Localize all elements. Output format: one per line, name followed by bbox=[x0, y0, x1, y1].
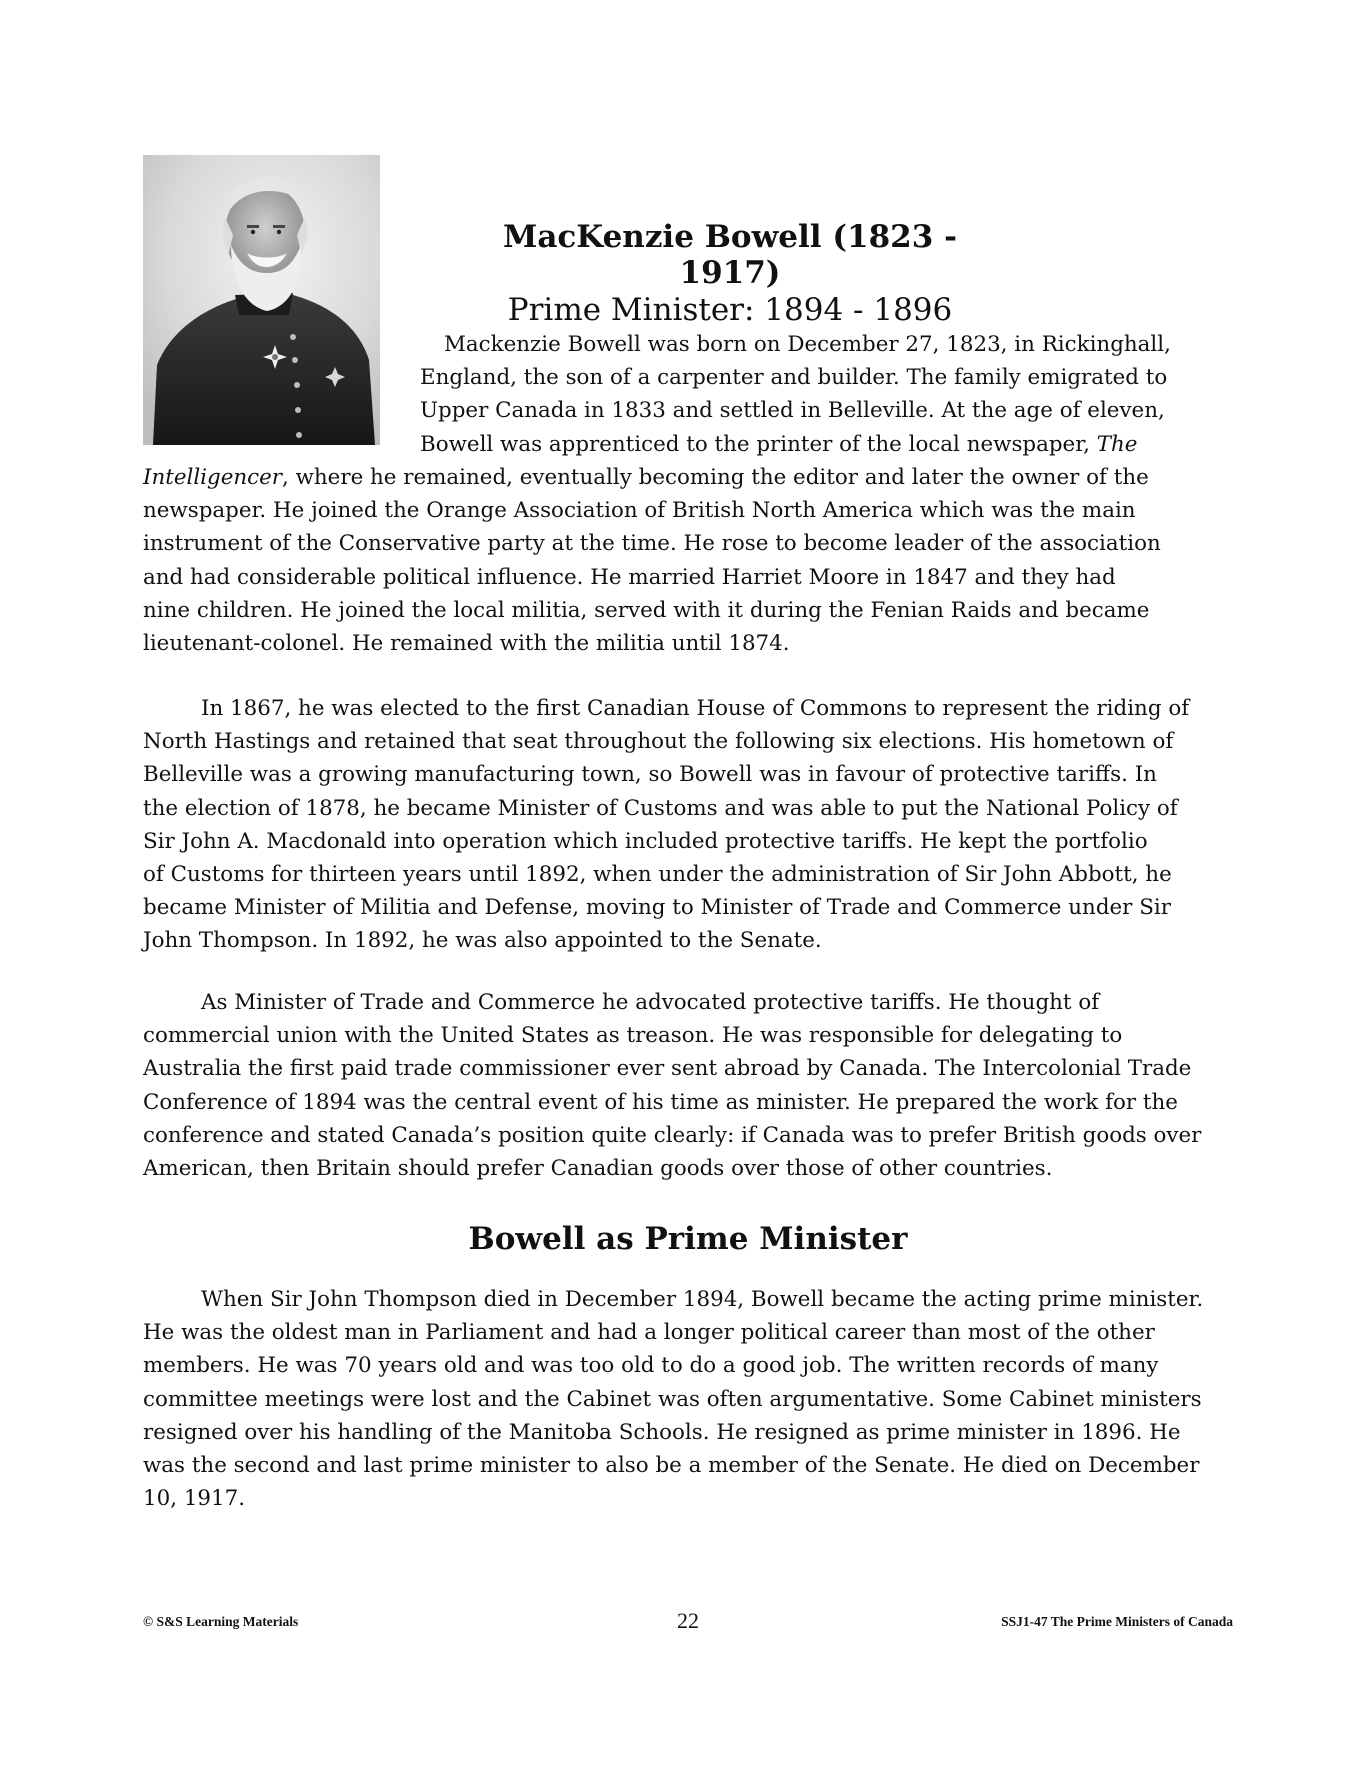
paragraph-line: Australia the first paid trade commissioner ever sent abroad by Canada. The Intercolonial Trade bbox=[143, 1056, 1192, 1082]
title-block bbox=[470, 220, 990, 330]
paragraph-line: As Minister of Trade and Commerce he advocated protective tariffs. He thought of bbox=[201, 990, 1100, 1015]
paragraph-line: Conference of 1894 was the central event of his time as minister. He prepared the work for the bbox=[143, 1089, 1178, 1115]
paragraph-2 bbox=[143, 692, 1233, 958]
newspaper-name: Intelligencer bbox=[143, 465, 282, 490]
page-footer bbox=[143, 1608, 1233, 1638]
paragraph-line: conference and stated Canada’s position quite clearly: if Canada was to prefer British goods over bbox=[143, 1122, 1202, 1148]
paragraph-1-top bbox=[420, 328, 1205, 461]
paragraph-line: lieutenant-colonel. He remained with the militia until 1874. bbox=[143, 631, 790, 657]
paragraph-line: Sir John A. Macdonald into operation which included protective tariffs. He kept the portfolio bbox=[143, 828, 1148, 854]
paragraph-line: commercial union with the United States as treason. He was responsible for delegating to bbox=[143, 1023, 1123, 1049]
paragraph-line: of Customs for thirteen years until 1892, when under the administration of Sir John Abbott, he bbox=[143, 862, 1172, 888]
paragraph-line: the election of 1878, he became Minister of Customs and was able to put the National Policy of bbox=[143, 795, 1178, 821]
section-heading: Bowell as Prime Minister bbox=[468, 1221, 908, 1257]
portrait-photo bbox=[143, 155, 380, 445]
paragraph-line: When Sir John Thompson died in December 1894, Bowell became the acting prime minister. bbox=[201, 1287, 1204, 1312]
paragraph-line bbox=[420, 428, 1205, 461]
copyright-text: © S&S Learning Materials bbox=[143, 1614, 299, 1629]
paragraph-line: members. He was 70 years old and was too old to do a good job. The written records of many bbox=[143, 1353, 1159, 1379]
paragraph-line: resigned over his handling of the Manitoba Schools. He resigned as prime minister in 1896. He bbox=[143, 1419, 1181, 1445]
paragraph-line: committee meetings were lost and the Cabinet was often argumentative. Some Cabinet ministers bbox=[143, 1386, 1202, 1412]
paragraph-line: and had considerable political influence. He married Harriet Moore in 1847 and they had bbox=[143, 564, 1116, 590]
paragraph-line: Mackenzie Bowell was born on December 27, 1823, in Rickinghall, bbox=[444, 332, 1171, 357]
paragraph-line: American, then Britain should prefer Canadian goods over those of other countries. bbox=[143, 1156, 1053, 1182]
paragraph-text: , where he remained, eventually becoming the editor and later the owner of the bbox=[282, 465, 1149, 490]
newspaper-name: The bbox=[1096, 431, 1138, 457]
paragraph-1-bottom bbox=[143, 461, 1233, 660]
paragraph-line: nine children. He joined the local militia, served with it during the Fenian Raids and became bbox=[143, 597, 1150, 623]
paragraph-line: In 1867, he was elected to the first Canadian House of Commons to represent the riding of bbox=[201, 696, 1190, 721]
paragraph-4 bbox=[143, 1283, 1233, 1515]
paragraph-line bbox=[143, 461, 1233, 494]
paragraph-text: Bowell was apprenticed to the printer of the local newspaper, bbox=[420, 431, 1097, 457]
paragraph-line: was the second and last prime minister to also be a member of the Senate. He died on December bbox=[143, 1453, 1200, 1479]
paragraph-3 bbox=[143, 986, 1233, 1185]
paragraph-line: England, the son of a carpenter and builder. The family emigrated to bbox=[420, 365, 1168, 391]
paragraph-line: became Minister of Militia and Defense, moving to Minister of Trade and Commerce under Sir bbox=[143, 895, 1171, 921]
paragraph-line: Belleville was a growing manufacturing town, so Bowell was in favour of protective tariffs. In bbox=[143, 762, 1157, 788]
paragraph-line: Upper Canada in 1833 and settled in Belleville. At the age of eleven, bbox=[420, 398, 1165, 424]
book-title: SSJ1-47 The Prime Ministers of Canada bbox=[1001, 1614, 1233, 1629]
paragraph-line: North Hastings and retained that seat throughout the following six elections. His hometown of bbox=[143, 729, 1174, 755]
page-title: MacKenzie Bowell (1823 - 1917) bbox=[503, 219, 957, 291]
paragraph-line: John Thompson. In 1892, he was also appointed to the Senate. bbox=[143, 928, 822, 954]
paragraph-line: He was the oldest man in Parliament and had a longer political career than most of the other bbox=[143, 1320, 1155, 1346]
portrait-illustration bbox=[143, 155, 380, 445]
paragraph-line: 10, 1917. bbox=[143, 1486, 246, 1512]
paragraph-line: newspaper. He joined the Orange Association of British North America which was the main bbox=[143, 498, 1136, 524]
paragraph-line: instrument of the Conservative party at the time. He rose to become leader of the association bbox=[143, 531, 1161, 557]
page-number: 22 bbox=[677, 1608, 699, 1633]
page-subtitle: Prime Minister: 1894 - 1896 bbox=[507, 292, 953, 329]
